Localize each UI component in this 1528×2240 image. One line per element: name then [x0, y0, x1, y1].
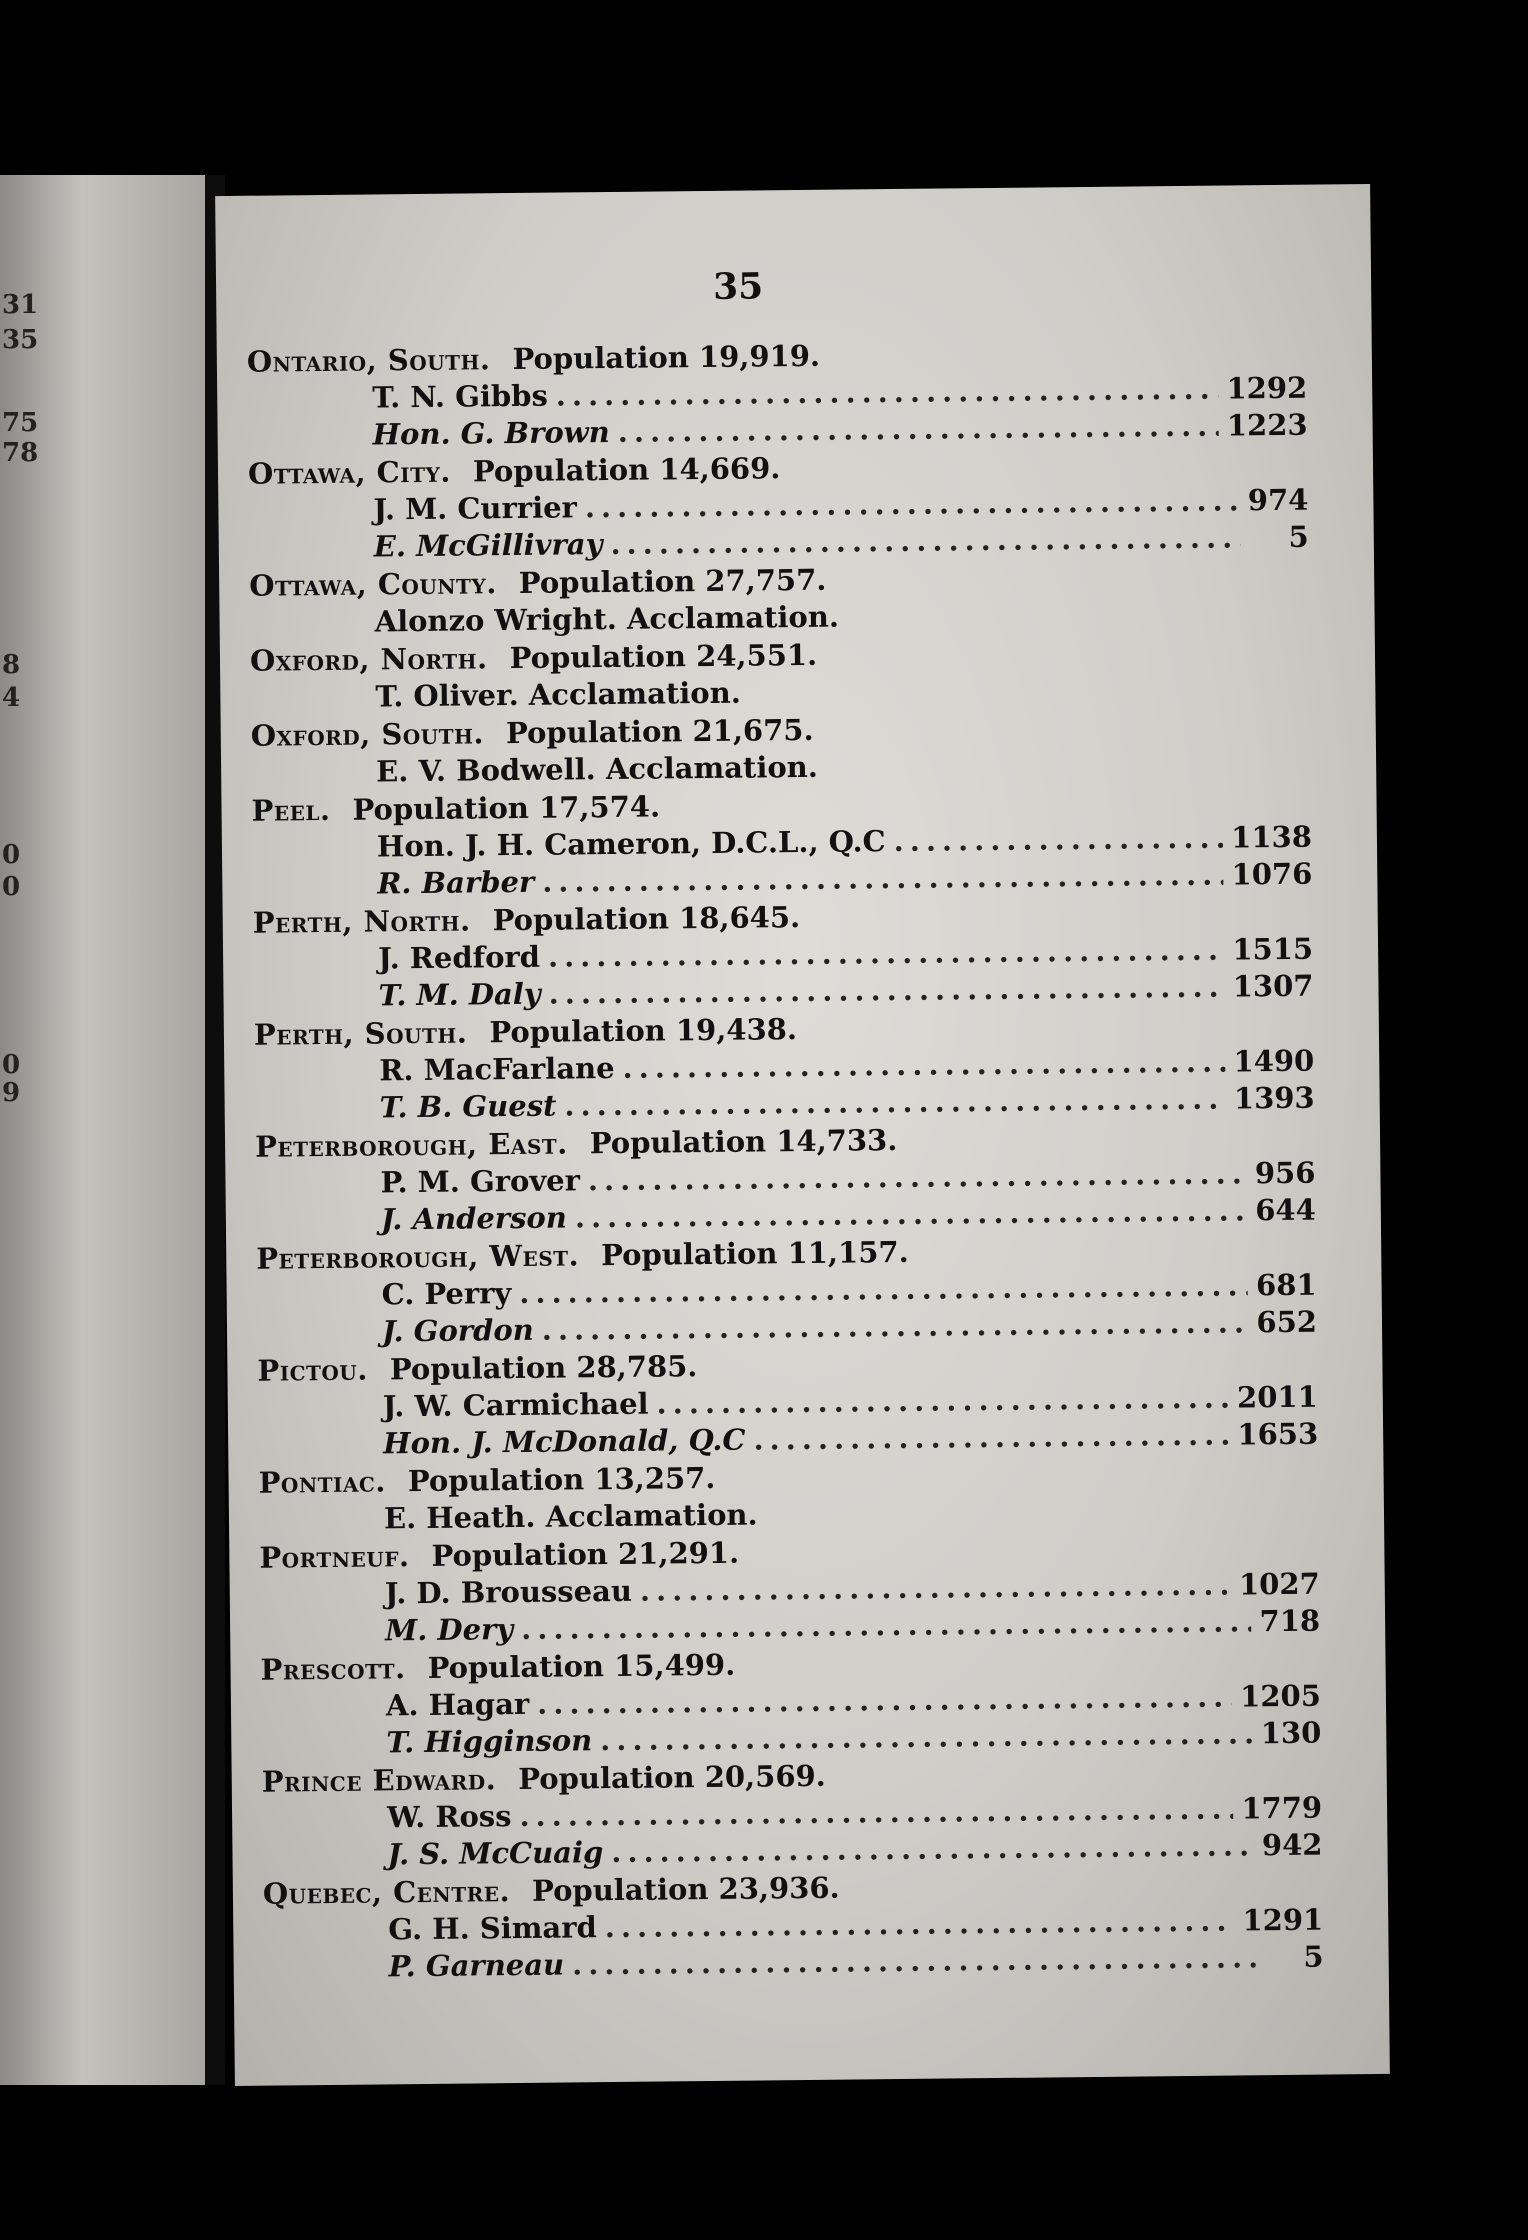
candidate-name: A. Hagar	[385, 1686, 530, 1723]
candidate-name: J. Redford	[377, 939, 541, 976]
constituency-name: Portneuf.	[259, 1539, 410, 1575]
population: Population 19,438.	[489, 1012, 798, 1050]
dot-leader	[640, 1567, 1231, 1610]
vote-count: 1515	[1232, 931, 1314, 967]
constituency-entry	[262, 1753, 1323, 1875]
vote-count: 1291	[1242, 1902, 1324, 1938]
left-page-fragment: 0	[2, 840, 21, 870]
dot-leader	[610, 519, 1241, 563]
population: Population 18,645.	[492, 900, 801, 938]
candidate-name: P. Garneau	[388, 1947, 565, 1984]
dot-leader	[521, 1603, 1252, 1648]
candidate-name: E. McGillivray	[373, 527, 603, 564]
vote-count: 1223	[1226, 407, 1308, 443]
vote-count: 681	[1255, 1267, 1317, 1303]
vote-count: 5	[1288, 519, 1309, 554]
candidate-name: R. Barber	[377, 864, 535, 901]
constituency-entry	[247, 333, 1308, 455]
constituency-entry	[251, 782, 1312, 904]
candidate-name: T. N. Gibbs	[372, 378, 548, 415]
constituency-entry	[255, 1118, 1316, 1240]
dot-leader	[572, 1939, 1256, 1983]
left-page-fragment: 35	[2, 325, 39, 355]
candidate-name: C. Perry	[381, 1276, 512, 1312]
left-page-fragment: 75	[2, 408, 39, 438]
constituency-entry	[249, 557, 1310, 642]
candidate-name: J. W. Carmichael	[382, 1386, 649, 1424]
candidate-name: Alonzo Wright. Acclamation.	[374, 599, 840, 639]
population: Population 23,936.	[531, 1870, 840, 1908]
constituency-name: Pictou.	[257, 1352, 369, 1388]
vote-count: 942	[1261, 1827, 1323, 1863]
constituency-entry	[253, 894, 1314, 1016]
constituency-entry	[257, 1342, 1318, 1464]
vote-count: 974	[1247, 482, 1309, 518]
candidate-name: T. Higginson	[386, 1723, 593, 1760]
constituency-name: Oxford, North.	[249, 641, 488, 678]
dot-leader	[542, 1304, 1249, 1348]
candidate-name: Hon. J. McDonald, Q.C	[383, 1422, 746, 1461]
vote-count: 644	[1255, 1192, 1316, 1228]
vote-count: 1779	[1241, 1790, 1323, 1826]
candidate-name: T. Oliver. Acclamation.	[375, 675, 742, 714]
vote-count: 1076	[1231, 856, 1313, 892]
population: Population 21,675.	[505, 712, 814, 751]
dot-leader	[564, 1081, 1226, 1125]
dot-leader	[600, 1715, 1253, 1759]
constituency-name: Perth, North.	[252, 903, 471, 940]
candidate-name: J. M. Currier	[373, 490, 578, 527]
constituency-name: Pontiac.	[258, 1464, 387, 1500]
candidate-name: E. Heath. Acclamation.	[383, 1497, 758, 1536]
constituency-entry	[260, 1641, 1321, 1763]
constituency-entry	[254, 1006, 1315, 1128]
left-page-fragment: 31	[2, 290, 39, 320]
constituency-name: Ottawa, County.	[249, 566, 498, 603]
candidate-name: R. MacFarlane	[379, 1050, 615, 1088]
candidate-name: Hon. G. Brown	[372, 414, 610, 452]
constituency-name: Perth, South.	[253, 1015, 468, 1052]
population: Population 19,919.	[512, 338, 821, 376]
candidate-name: J. D. Brousseau	[384, 1573, 633, 1611]
population: Population 17,574.	[352, 789, 661, 827]
left-page-fragment: 4	[2, 683, 21, 713]
constituency-entry	[256, 1230, 1317, 1352]
population: Population 13,257.	[407, 1460, 716, 1499]
candidate-name: M. Dery	[384, 1612, 514, 1648]
vote-count: 1490	[1233, 1043, 1315, 1079]
page-number: 35	[712, 265, 764, 308]
candidate-name: J. S. McCuaig	[387, 1835, 604, 1872]
population: Population 24,551.	[509, 637, 818, 676]
vote-count: 956	[1254, 1155, 1316, 1191]
left-page-fragment: 78	[2, 438, 39, 468]
constituency-name: Peterborough, West.	[256, 1238, 580, 1276]
constituency-name: Ontario, South.	[246, 342, 491, 379]
constituency-entry	[258, 1454, 1319, 1539]
left-page-edge	[0, 175, 205, 2085]
dot-leader	[611, 1827, 1254, 1871]
vote-count: 1138	[1231, 819, 1313, 855]
dot-leader	[575, 1192, 1248, 1236]
candidate-name: T. M. Daly	[378, 976, 541, 1013]
vote-count: 1653	[1237, 1416, 1319, 1452]
left-page-fragment: 0	[2, 1050, 21, 1080]
election-returns-list	[247, 333, 1324, 1988]
vote-count: 1292	[1226, 370, 1308, 406]
dot-leader	[893, 820, 1223, 860]
dot-leader	[622, 1044, 1225, 1087]
constituency-name: Peterborough, East.	[254, 1126, 568, 1164]
vote-count: 1393	[1233, 1080, 1315, 1116]
population: Population 27,757.	[518, 562, 827, 600]
candidate-name: G. H. Simard	[388, 1910, 597, 1947]
vote-count: 1307	[1232, 968, 1314, 1004]
dot-leader	[656, 1380, 1229, 1423]
dot-leader	[753, 1417, 1229, 1459]
population: Population 28,785.	[389, 1349, 698, 1387]
candidate-name: J. Anderson	[380, 1200, 568, 1237]
constituency-entry	[263, 1865, 1324, 1987]
population: Population 14,733.	[589, 1123, 898, 1161]
left-page-fragment: 0	[2, 872, 21, 902]
dot-leader	[542, 857, 1224, 901]
left-page-fragment: 9	[2, 1078, 21, 1108]
vote-count: 5	[1303, 1939, 1324, 1974]
vote-count: 1027	[1238, 1566, 1320, 1602]
vote-count: 1205	[1240, 1678, 1322, 1714]
population: Population 11,157.	[600, 1234, 909, 1273]
vote-count: 130	[1260, 1715, 1322, 1751]
candidate-name: P. M. Grover	[380, 1163, 581, 1200]
dot-leader	[618, 408, 1219, 451]
constituency-entry	[250, 632, 1311, 717]
constituency-name: Prescott.	[260, 1651, 406, 1687]
constituency-entry	[259, 1529, 1320, 1651]
candidate-name: E. V. Bodwell. Acclamation.	[375, 749, 819, 789]
vote-count: 652	[1256, 1304, 1318, 1340]
document-page	[215, 184, 1390, 2086]
left-page-fragment: 8	[2, 650, 21, 680]
constituency-name: Peel.	[251, 792, 331, 828]
candidate-name: J. Gordon	[381, 1312, 534, 1349]
population: Population 15,499.	[427, 1647, 736, 1685]
vote-count: 718	[1259, 1603, 1321, 1639]
constituency-name: Quebec, Centre.	[262, 1874, 511, 1911]
candidate-name: T. B. Guest	[379, 1088, 557, 1125]
population: Population 14,669.	[472, 451, 781, 489]
vote-count: 2011	[1236, 1379, 1318, 1415]
candidate-name: Hon. J. H. Cameron, D.C.L., Q.C	[376, 824, 886, 864]
candidate-name: W. Ross	[386, 1799, 512, 1835]
population: Population 20,569.	[518, 1758, 826, 1797]
dot-leader	[548, 969, 1224, 1013]
constituency-name: Oxford, South.	[250, 716, 485, 753]
population: Population 21,291.	[431, 1535, 740, 1573]
constituency-name: Ottawa, City.	[247, 454, 452, 491]
constituency-entry	[251, 707, 1312, 792]
constituency-name: Prince Edward.	[261, 1762, 497, 1799]
constituency-entry	[248, 445, 1309, 567]
